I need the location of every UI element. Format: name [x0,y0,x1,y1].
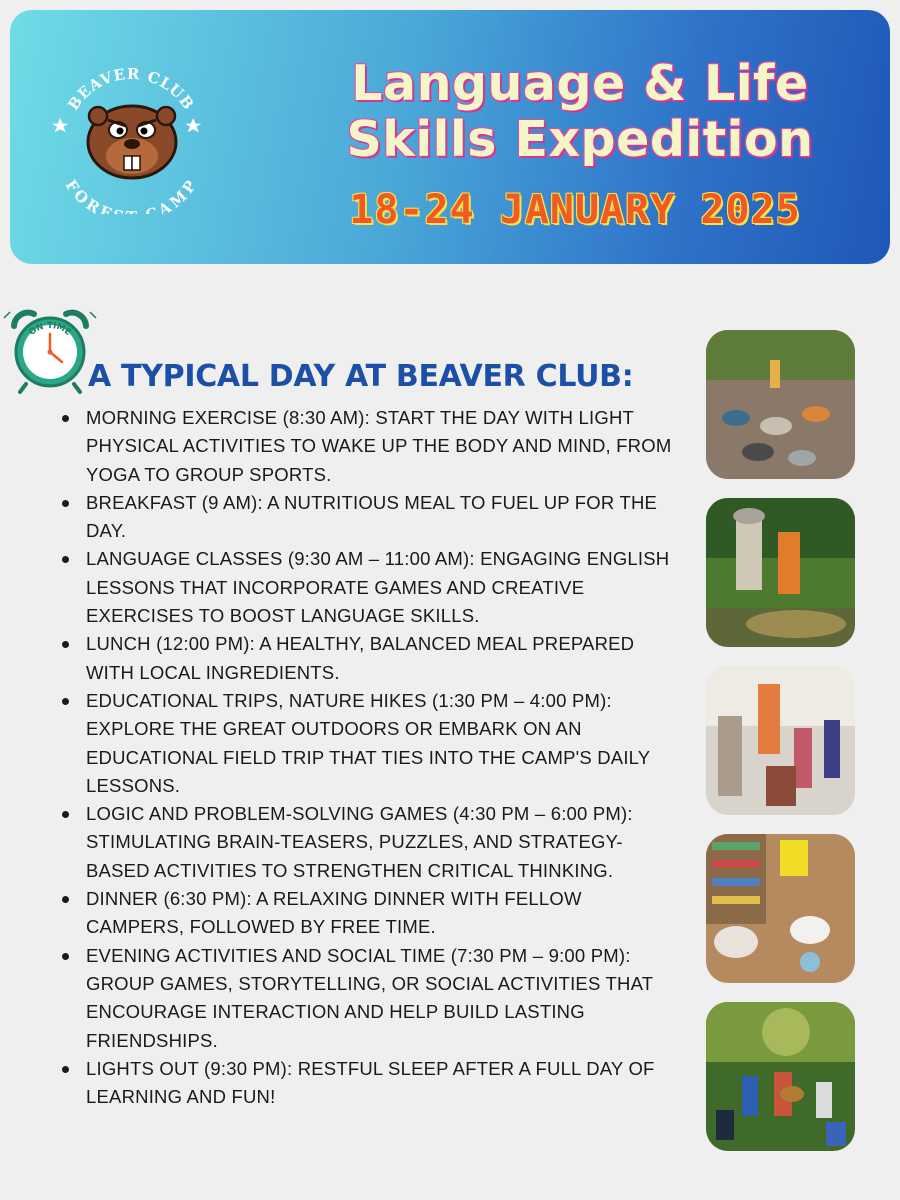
photo-outdoor-cooking [706,498,855,647]
schedule-item-text: BREAKFAST (9 AM): A NUTRITIOUS MEAL TO FUEL UP FOR THE DAY. [86,491,658,542]
banner-title-line2: Skills Expedition [346,111,814,168]
logo-bottom-text: FORE CAMP [61,176,201,214]
schedule-item [62,800,682,885]
schedule-item [62,885,682,942]
schedule-item-text: MORNING EXERCISE (8:30 AM): START THE DAY WITH LIGHT PHYSICAL ACTIVITIES TO WAKE UP THE BODY AND MIND, FROM YOGA TO GROUP SPORTS. [86,407,672,485]
photo-campfire-music [706,1002,855,1151]
banner-title-line1: Language & Life [351,55,809,112]
schedule-item [62,1055,682,1112]
clock-label: ON TIME [27,320,73,338]
alarm-clock-icon [0,300,100,400]
schedule-item [62,404,682,489]
schedule-item [62,545,682,630]
schedule-item-text: EDUCATIONAL TRIPS, NATURE HIKES (1:30 PM – 4:00 PM): EXPLORE THE GREAT OUTDOORS OR EMBARK ON AN EDUCATIONAL FIELD TRIP THAT TIES INTO THE CAMP'S DAILY LESSONS. [86,689,650,796]
bullet-icon [62,641,69,648]
bullet-icon [62,415,69,422]
photo-games-table [706,834,855,983]
schedule-item-text: LANGUAGE CLASSES (9:30 AM – 11:00 AM): ENGAGING ENGLISH LESSONS THAT INCORPORATE GAMES AND CREATIVE EXERCISES TO BOOST LANGUAGE SKILLS. [86,548,670,627]
bullet-icon [62,896,69,903]
bullet-icon [62,1066,69,1073]
schedule-item [62,942,682,1055]
banner-date: 18-24 JANUARY 2025 [349,187,801,233]
banner-title [310,56,850,168]
photo-morning-exercise [706,330,855,479]
schedule-item-text: LIGHTS OUT (9:30 PM): RESTFUL SLEEP AFTER A FULL DAY OF LEARNING AND FUN! [86,1057,655,1108]
schedule-item [62,687,682,800]
bullet-icon [62,556,69,563]
bullet-icon [62,500,69,507]
schedule-item-text: LUNCH (12:00 PM): A HEALTHY, BALANCED MEAL PREPARED WITH LOCAL INGREDIENTS. [86,633,635,683]
bullet-icon [62,698,69,705]
daily-schedule-list [62,404,682,1111]
logo-top-text: BEAVER CLUB [64,64,198,114]
schedule-item-text: EVENING ACTIVITIES AND SOCIAL TIME (7:30 PM – 9:00 PM): GROUP GAMES, STORYTELLING, OR SOCIAL ACTIVITIES THAT ENCOURAGE INTERACTION AND HELP BUILD LASTING FRIENDSHIPS. [86,944,653,1051]
header-banner [10,10,890,264]
svg-text:FOREST CAMP [62,176,201,214]
schedule-item-text: DINNER (6:30 PM): A RELAXING DINNER WITH FELLOW CAMPERS, FOLLOWED BY FREE TIME. [86,888,582,938]
section-title: A TYPICAL DAY AT BEAVER CLUB: [88,359,634,394]
bullet-icon [62,811,69,818]
schedule-item-text: LOGIC AND PROBLEM-SOLVING GAMES (4:30 PM – 6:00 PM): STIMULATING BRAIN-TEASERS, PUZZLES, AND STRATEGY-BASED ACTIVITIES TO STRENGTHEN CRITICAL THINKING. [86,803,633,881]
beaver-icon [46,64,216,214]
bullet-icon [62,953,69,960]
photo-classroom-activity [706,666,855,815]
schedule-item [62,489,682,546]
beaver-club-logo [46,64,216,214]
schedule-item [62,630,682,687]
